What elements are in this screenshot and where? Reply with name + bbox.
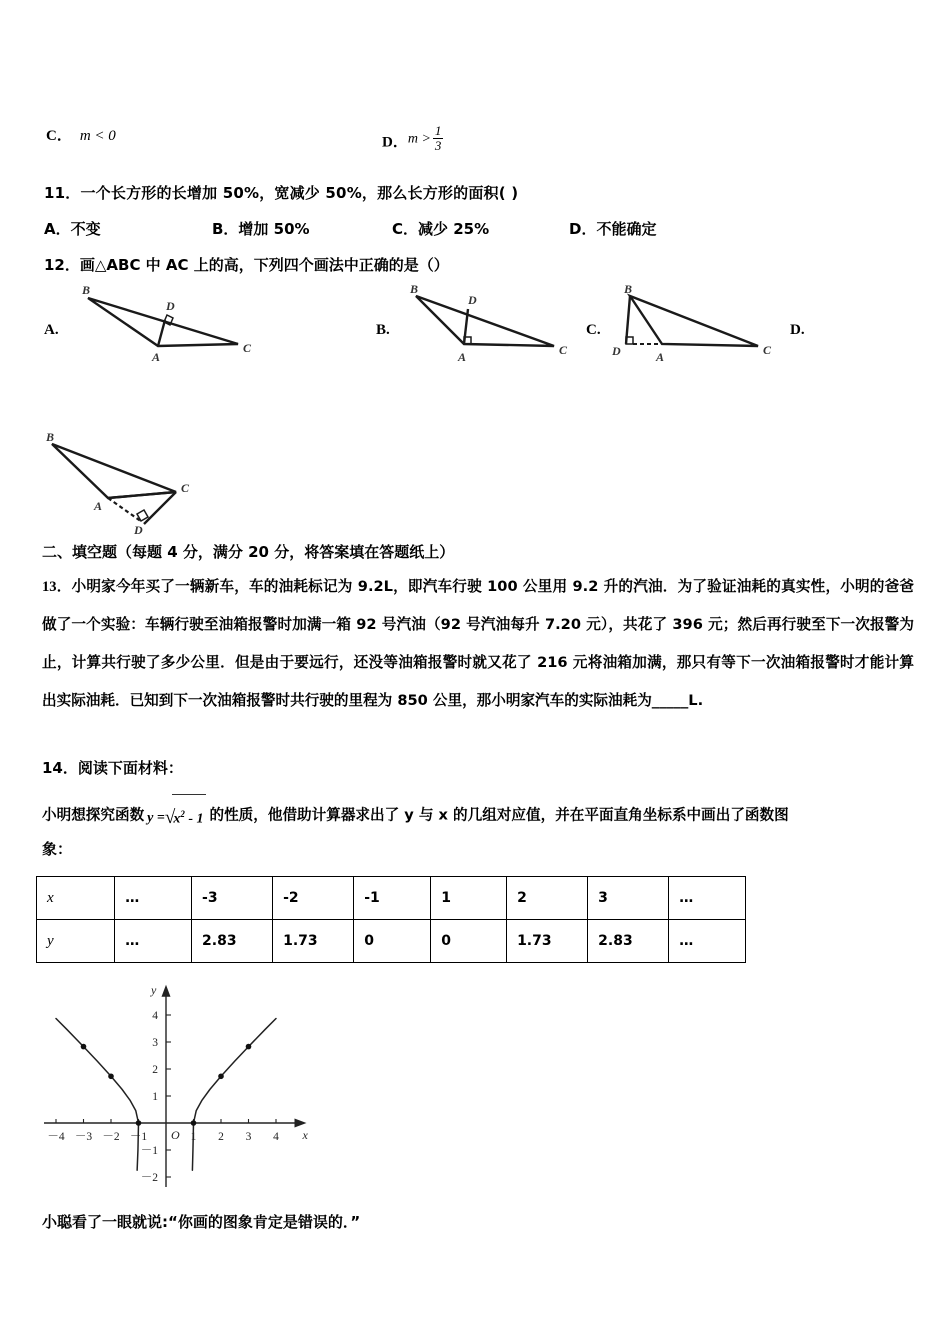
- svg-text:O: O: [171, 1128, 180, 1142]
- svg-text:C: C: [559, 343, 568, 357]
- table-cell-x-6: 3: [588, 877, 669, 920]
- svg-text:x: x: [302, 1128, 308, 1142]
- question-13: [42, 568, 914, 720]
- fraction-numerator: 1: [434, 123, 442, 138]
- table-cell-y-4: 0: [431, 920, 507, 963]
- svg-text:D: D: [468, 293, 477, 307]
- q12-choice-a-letter[interactable]: A.: [44, 322, 59, 338]
- svg-text:－2: －2: [140, 1172, 158, 1184]
- q10-option-c-letter: C．: [46, 128, 72, 144]
- svg-text:1: 1: [190, 1131, 197, 1143]
- svg-text:B: B: [624, 282, 633, 296]
- table-cell-x-0: …: [115, 877, 192, 920]
- table-cell-x-5: 2: [507, 877, 588, 920]
- svg-text:C: C: [181, 481, 190, 495]
- q10-option-d[interactable]: [382, 124, 443, 152]
- table-cell-y-2: 1.73: [273, 920, 354, 963]
- table-row-y-label: y: [37, 920, 115, 963]
- function-formula: [147, 793, 206, 838]
- table-cell-y-0: …: [115, 920, 192, 963]
- svg-text:B: B: [82, 283, 91, 297]
- radicand-base: x: [173, 811, 181, 827]
- q11-option-c[interactable]: C．减少 25%: [392, 220, 490, 238]
- table-cell-x-2: -2: [273, 877, 354, 920]
- svg-text:2: 2: [218, 1131, 224, 1143]
- svg-text:D: D: [612, 344, 621, 358]
- table-cell-x-1: -3: [192, 877, 273, 920]
- question-14-tail: 的性质，他借助计算器求出了 y 与 x 的几组对应值，并在平面直角坐标系中画出了函数图: [209, 806, 789, 824]
- svg-text:A: A: [656, 350, 665, 364]
- function-graph: [44, 982, 344, 1192]
- svg-text:B: B: [410, 282, 419, 296]
- q10-option-c-math: m < 0: [79, 128, 116, 144]
- question-14-lead: 小明想探究函数: [42, 806, 145, 824]
- q12-diagram-d: [36, 428, 206, 541]
- table-cell-y-1: 2.83: [192, 920, 273, 963]
- svg-text:－1: －1: [140, 1145, 158, 1157]
- q10-option-d-math-lhs: m >: [407, 131, 431, 147]
- q12-diagram-a: [70, 282, 270, 369]
- radical-sign: √: [164, 806, 176, 828]
- svg-text:－4: －4: [47, 1131, 65, 1143]
- svg-text:A: A: [94, 499, 103, 513]
- table-cell-y-5: 1.73: [507, 920, 588, 963]
- question-14-body: [42, 793, 922, 838]
- q11-option-d[interactable]: D．不能确定: [569, 220, 657, 238]
- question-11-stem: 11．一个长方形的长增加 50%，宽减少 50%，那么长方形的面积( ): [44, 184, 519, 202]
- q12-choice-b-letter[interactable]: B.: [376, 322, 390, 338]
- question-14-stem: 14．阅读下面材料：: [42, 759, 183, 777]
- table-cell-y-7: …: [669, 920, 746, 963]
- q12-diagram-b: [402, 282, 582, 369]
- value-table: [36, 876, 746, 963]
- svg-text:－2: －2: [102, 1131, 120, 1143]
- svg-text:A: A: [458, 350, 467, 364]
- q10-option-c[interactable]: [46, 124, 116, 145]
- svg-text:－3: －3: [74, 1131, 93, 1143]
- svg-text:2: 2: [152, 1064, 158, 1076]
- radicand-exponent: 2: [180, 809, 185, 819]
- closing-remark: 小聪看了一眼就说:“你画的图象肯定是错误的．”: [42, 1213, 361, 1231]
- svg-text:B: B: [46, 430, 55, 444]
- q12-choice-d-letter[interactable]: D.: [790, 322, 805, 338]
- svg-text:3: 3: [245, 1131, 252, 1143]
- question-14-xiang: 象：: [42, 840, 73, 858]
- table-cell-x-3: -1: [354, 877, 431, 920]
- radicand: [172, 794, 206, 839]
- table-cell-x-4: 1: [431, 877, 507, 920]
- table-cell-y-3: 0: [354, 920, 431, 963]
- svg-text:C: C: [763, 343, 772, 357]
- section-2-header: 二、填空题（每题 4 分，满分 20 分，将答案填在答题纸上）: [42, 543, 455, 561]
- svg-text:3: 3: [152, 1037, 158, 1049]
- table-cell-y-6: 2.83: [588, 920, 669, 963]
- table-row-y: [37, 920, 746, 963]
- question-13-number: 13．: [42, 579, 72, 595]
- svg-text:C: C: [243, 341, 252, 355]
- question-13-text: 小明家今年买了一辆新车，车的油耗标记为 9.2L，即汽车行驶 100 公里用 9.2 升的汽油．为了验证油耗的真实性，小明的爸爸做了一个实验：车辆行驶至油箱报警时加满一箱 92 号汽油（92 号汽油每升 7.20 元），共花了 396 元；然后再行驶至下一次报警为止，计算共行驶了多少公里．但是由于要远行，还没等油箱报警时就又花了 216 元将油箱加满，那只有等下一次油箱报警时才能计算出实际油耗．已知到下一次油箱报警时共行驶的里程为 850 公里，那小明家汽车的实际油耗为_____L.: [42, 578, 914, 709]
- svg-text:y: y: [151, 982, 157, 997]
- fraction-denominator: 3: [434, 137, 442, 153]
- question-12-stem: 12．画△ABC 中 AC 上的高，下列四个画法中正确的是（）: [44, 256, 449, 274]
- q11-option-a[interactable]: A．不变: [44, 220, 101, 238]
- svg-text:－1: －1: [129, 1131, 148, 1143]
- q10-option-d-fraction: [433, 124, 444, 152]
- svg-text:4: 4: [152, 1010, 158, 1022]
- q12-diagram-c: [610, 282, 790, 369]
- svg-text:D: D: [166, 299, 175, 313]
- q10-option-d-letter: D．: [382, 134, 408, 151]
- q11-option-b[interactable]: B．增加 50%: [212, 220, 310, 238]
- formula-lhs: y =: [147, 810, 165, 826]
- svg-text:4: 4: [273, 1131, 279, 1143]
- table-row-x-label: x: [37, 877, 115, 920]
- table-cell-x-7: …: [669, 877, 746, 920]
- radicand-tail: - 1: [188, 811, 204, 827]
- svg-text:1: 1: [152, 1091, 158, 1103]
- q12-choice-c-letter[interactable]: C.: [586, 322, 601, 338]
- table-row-x: [37, 877, 746, 920]
- question-10-options-row: [46, 110, 906, 160]
- svg-text:D: D: [134, 523, 143, 536]
- svg-text:A: A: [152, 350, 161, 364]
